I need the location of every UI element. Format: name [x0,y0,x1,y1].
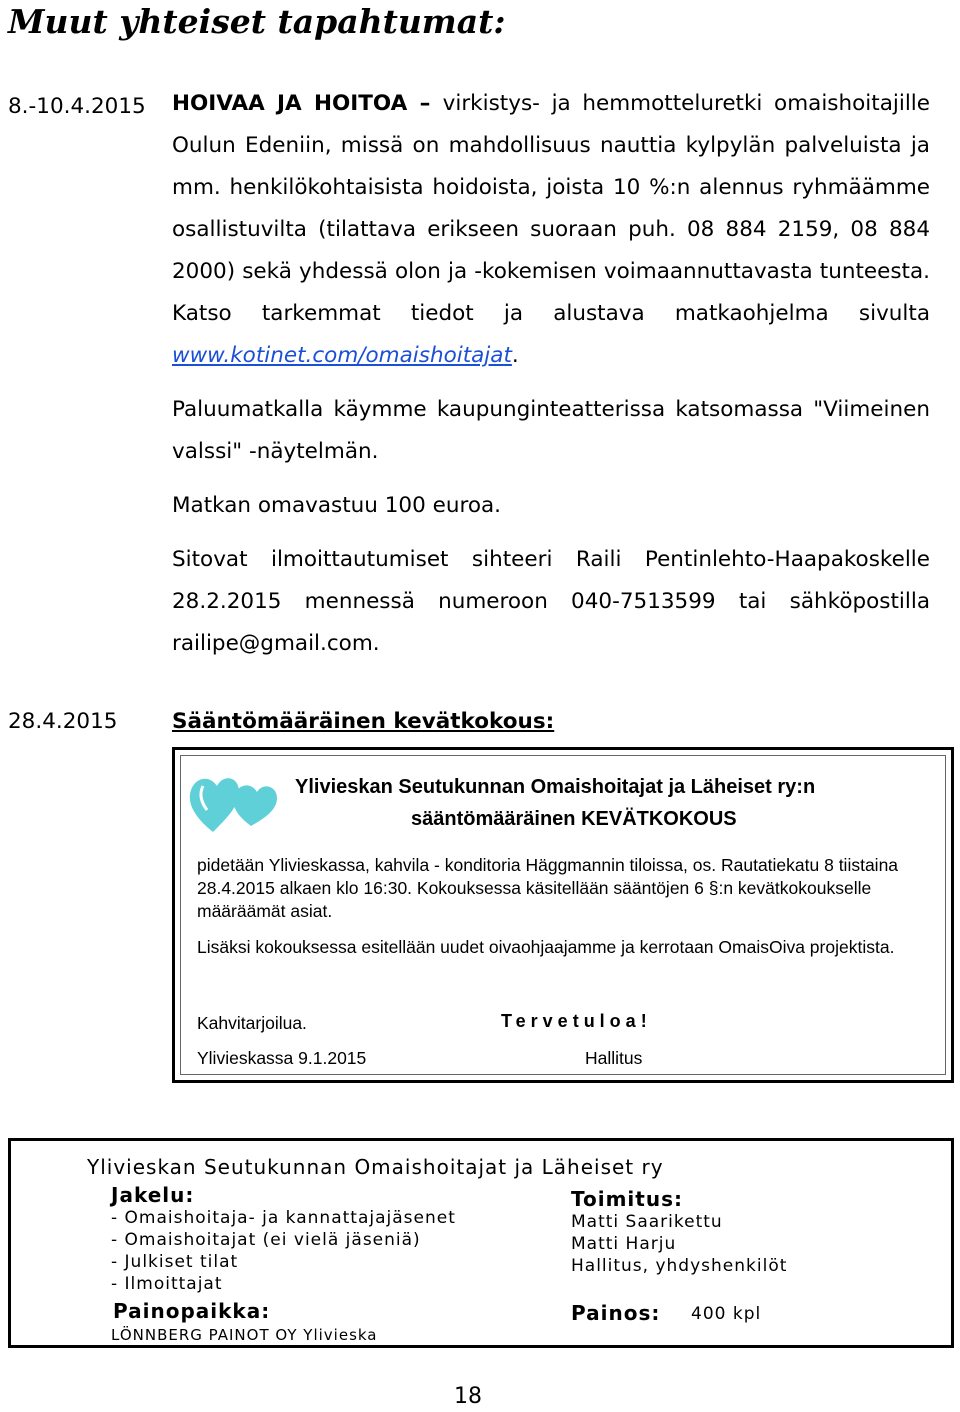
event-title: HOIVAA JA HOITOA [172,91,408,116]
notice-paragraph-1: pidetään Ylivieskassa, kahvila - konditoria Häggmannin tiloissa, os. Rautatiekatu 8 tiistaina 28.4.2015 alkaen klo 16:30. Kokouksessa käsitellään sääntöjen 6 §:n kevätkokoukselle määräämät asiat. [197,855,899,921]
edition-value: 400 kpl [691,1304,762,1324]
cost-paragraph: Matkan omavastuu 100 euroa. [172,493,502,518]
page-number: 18 [454,1384,482,1409]
distribution-item: - Julkiset tilat [111,1252,239,1272]
notice-welcome: Tervetuloa! [501,1011,652,1031]
distribution-block [111,1183,456,1295]
editorial-item: Matti Saarikettu [571,1212,723,1232]
editorial-block [571,1187,787,1277]
notice-signature: Hallitus [585,1048,643,1068]
meeting-notice [172,747,954,1083]
return-trip-paragraph: Paluumatkalla käymme kaupunginteatterissa katsomassa "Viimeinen valssi" -näytelmän. [172,397,930,464]
colophon [8,1138,954,1348]
registration-paragraph: Sitovat ilmoittautumiset sihteeri Raili Pentinlehto-Haapakoskelle 28.2.2015 mennessä numeroon 040-7513599 tai sähköpostilla railipe@gmail.com. [172,547,930,656]
notice-coffee: Kahvitarjoilua. [197,1013,307,1033]
event-body [172,83,930,665]
edition-label: Painos: [571,1301,661,1325]
distribution-heading: Jakelu: [111,1183,195,1207]
event-date: 8.-10.4.2015 [8,94,146,119]
event-description-text: virkistys- ja hemmotteluretki omaishoitajille Oulun Edeniin, missä on mahdollisuus nauttia kylpylän palveluista ja mm. henkilökohtaisista hoidoista, joista 10 %:n alennus ryhmäämme osallistuvilta (tilattava erikseen suoraan puh. 08 884 2159, 08 884 2000) sekä yhdessä olon ja -kokemisen voimaannuttavasta tunteesta. Katso tarkemmat tiedot ja alustava matkaohjelma sivulta [172,91,930,326]
event-title: Sääntömääräinen kevätkokous: [172,709,555,734]
kotinet-link[interactable]: www.kotinet.com/omaishoitajat [172,343,512,368]
distribution-item: - Ilmoittajat [111,1274,223,1294]
event-date: 28.4.2015 [8,709,118,734]
colophon-title: Ylivieskan Seutukunnan Omaishoitajat ja Läheiset ry [87,1155,664,1179]
notice-frame [180,755,946,1075]
printer-heading: Painopaikka: [113,1299,271,1323]
event-description-end: . [511,343,519,368]
notice-paragraph-2: Lisäksi kokouksessa esitellään uudet oivaohjaajamme ja kerrotaan OmaisOiva projektista. [197,937,895,957]
hearts-logo-icon [185,760,285,840]
notice-subtitle: sääntömääräinen KEVÄTKOKOUS [411,808,737,830]
printer-name: LÖNNBERG PAINOT OY Ylivieska [111,1326,378,1344]
notice-title: Ylivieskan Seutukunnan Omaishoitajat ja Läheiset ry:n [295,776,816,798]
event-description [172,83,930,377]
page-title: Muut yhteiset tapahtumat: [8,2,506,41]
editorial-item: Hallitus, yhdyshenkilöt [571,1256,788,1276]
distribution-item: - Omaishoitajat (ei vielä jäseniä) [111,1230,421,1250]
notice-place-date: Ylivieskassa 9.1.2015 [197,1048,367,1068]
event-title-dash: – [407,91,443,116]
distribution-item: - Omaishoitaja- ja kannattajajäsenet [111,1208,456,1228]
editorial-item: Matti Harju [571,1234,677,1254]
editorial-heading: Toimitus: [571,1187,683,1211]
